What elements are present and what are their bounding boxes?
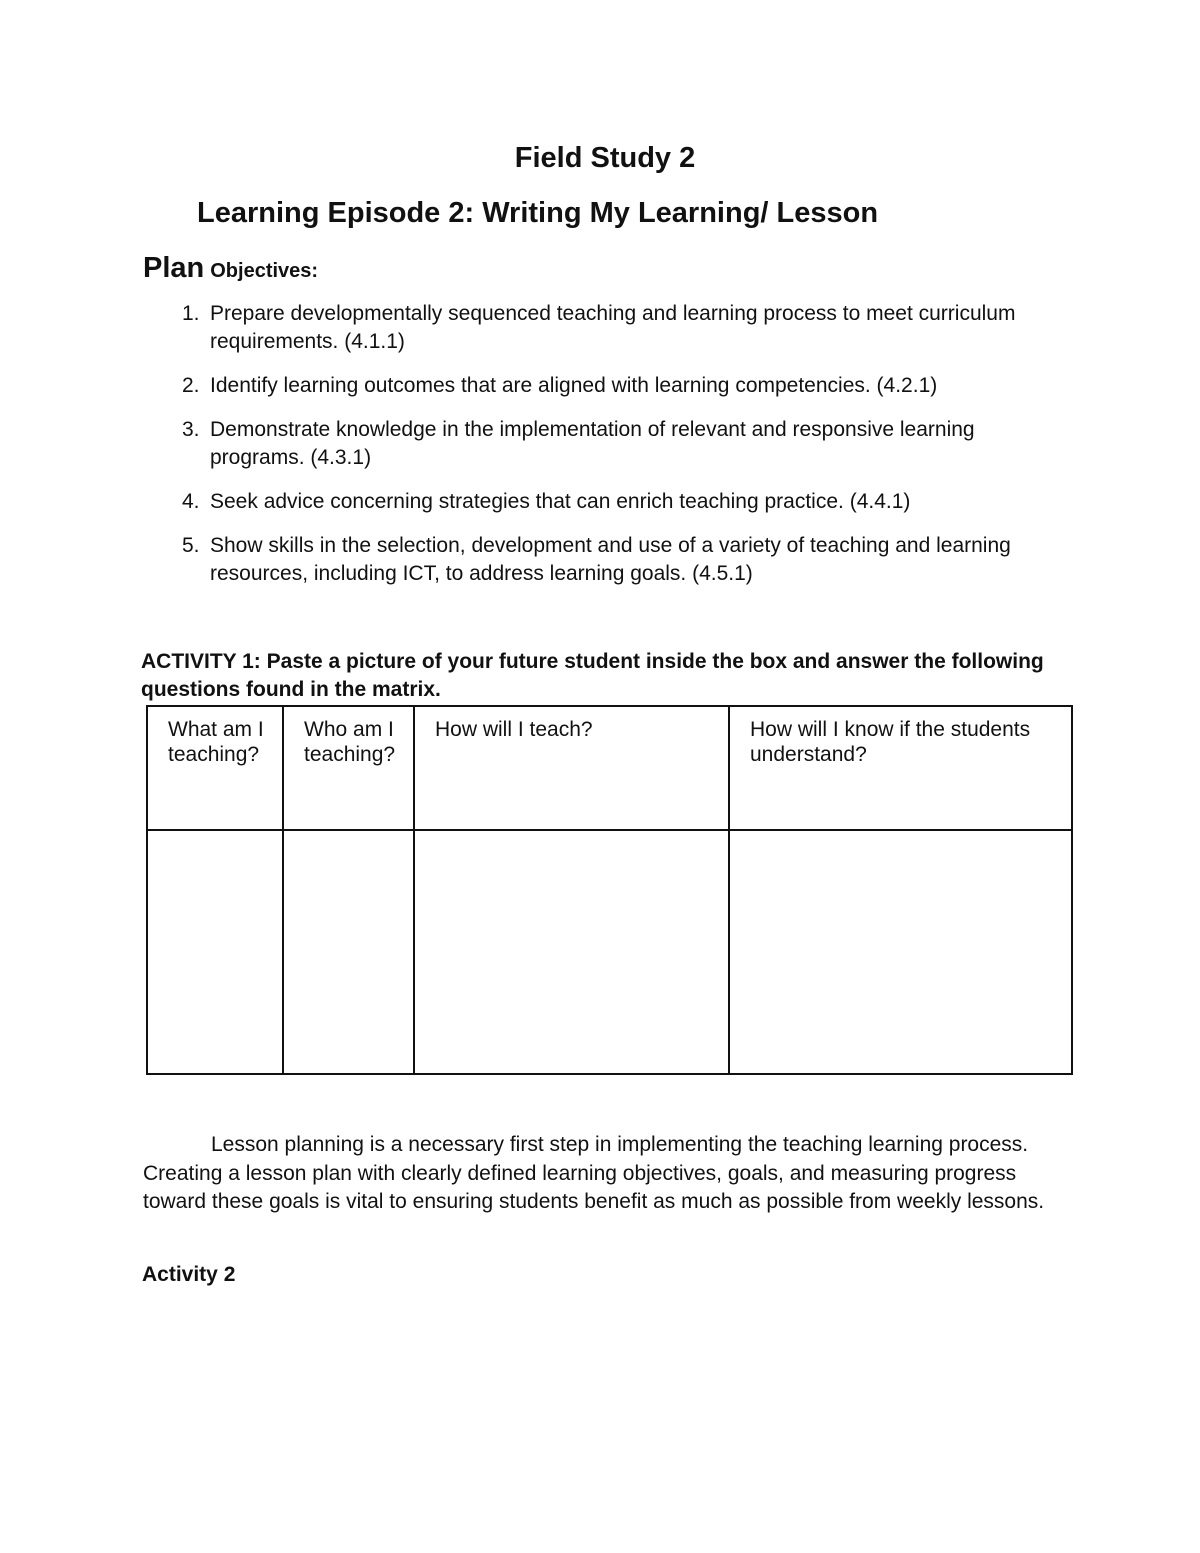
plan-objectives-line bbox=[143, 250, 318, 291]
activity-2-heading: Activity 2 bbox=[142, 1263, 236, 1286]
activity-matrix-table bbox=[146, 705, 1073, 1075]
matrix-answer-cell[interactable] bbox=[414, 830, 729, 1074]
objective-text: Demonstrate knowledge in the implementation of relevant and responsive learning programs. (4.3.1) bbox=[210, 418, 975, 469]
objective-text: Prepare developmentally sequenced teaching and learning process to meet curriculum requirements. (4.1.1) bbox=[210, 302, 1016, 353]
objective-number: 2. bbox=[182, 374, 200, 397]
objective-item bbox=[182, 300, 1062, 356]
episode-subtitle: Learning Episode 2: Writing My Learning/ Lesson bbox=[197, 197, 879, 229]
matrix-header-know: How will I know if the students understand? bbox=[729, 706, 1072, 830]
paragraph-text: Lesson planning is a necessary first step in implementing the teaching learning process. Creating a lesson plan with clearly defined learning objectives, goals, and measuring progress toward these goals is vital to ensuring students benefit as much as possible from weekly lessons. bbox=[143, 1133, 1045, 1213]
objective-item bbox=[182, 532, 1062, 588]
matrix-answer-cell[interactable] bbox=[147, 830, 283, 1074]
matrix-answer-row bbox=[147, 830, 1072, 1074]
objective-text: Seek advice concerning strategies that can enrich teaching practice. (4.4.1) bbox=[210, 490, 911, 513]
matrix-header-how: How will I teach? bbox=[414, 706, 729, 830]
objective-number: 4. bbox=[182, 490, 200, 513]
matrix-header-who: Who am I teaching? bbox=[283, 706, 414, 830]
matrix-header-row bbox=[147, 706, 1072, 830]
objective-text: Show skills in the selection, development and use of a variety of teaching and learning resources, including ICT, to address learning goals. (4.5.1) bbox=[210, 534, 1011, 585]
matrix-answer-cell[interactable] bbox=[729, 830, 1072, 1074]
objective-number: 3. bbox=[182, 418, 200, 441]
lesson-planning-paragraph bbox=[143, 1131, 1063, 1217]
objective-number: 1. bbox=[182, 302, 200, 325]
objective-text: Identify learning outcomes that are aligned with learning competencies. (4.2.1) bbox=[210, 374, 938, 397]
plan-word: Plan bbox=[143, 252, 205, 284]
objective-number: 5. bbox=[182, 534, 200, 557]
objectives-label: Objectives: bbox=[210, 260, 319, 282]
matrix-answer-cell[interactable] bbox=[283, 830, 414, 1074]
page-title: Field Study 2 bbox=[514, 142, 696, 174]
objectives-list bbox=[182, 300, 1062, 604]
objective-item bbox=[182, 416, 1062, 472]
objective-item bbox=[182, 372, 1062, 400]
objective-item bbox=[182, 488, 1062, 516]
activity-1-heading: ACTIVITY 1: Paste a picture of your future student inside the box and answer the following questions found in the matrix. bbox=[141, 650, 1044, 701]
matrix-header-what: What am I teaching? bbox=[147, 706, 283, 830]
